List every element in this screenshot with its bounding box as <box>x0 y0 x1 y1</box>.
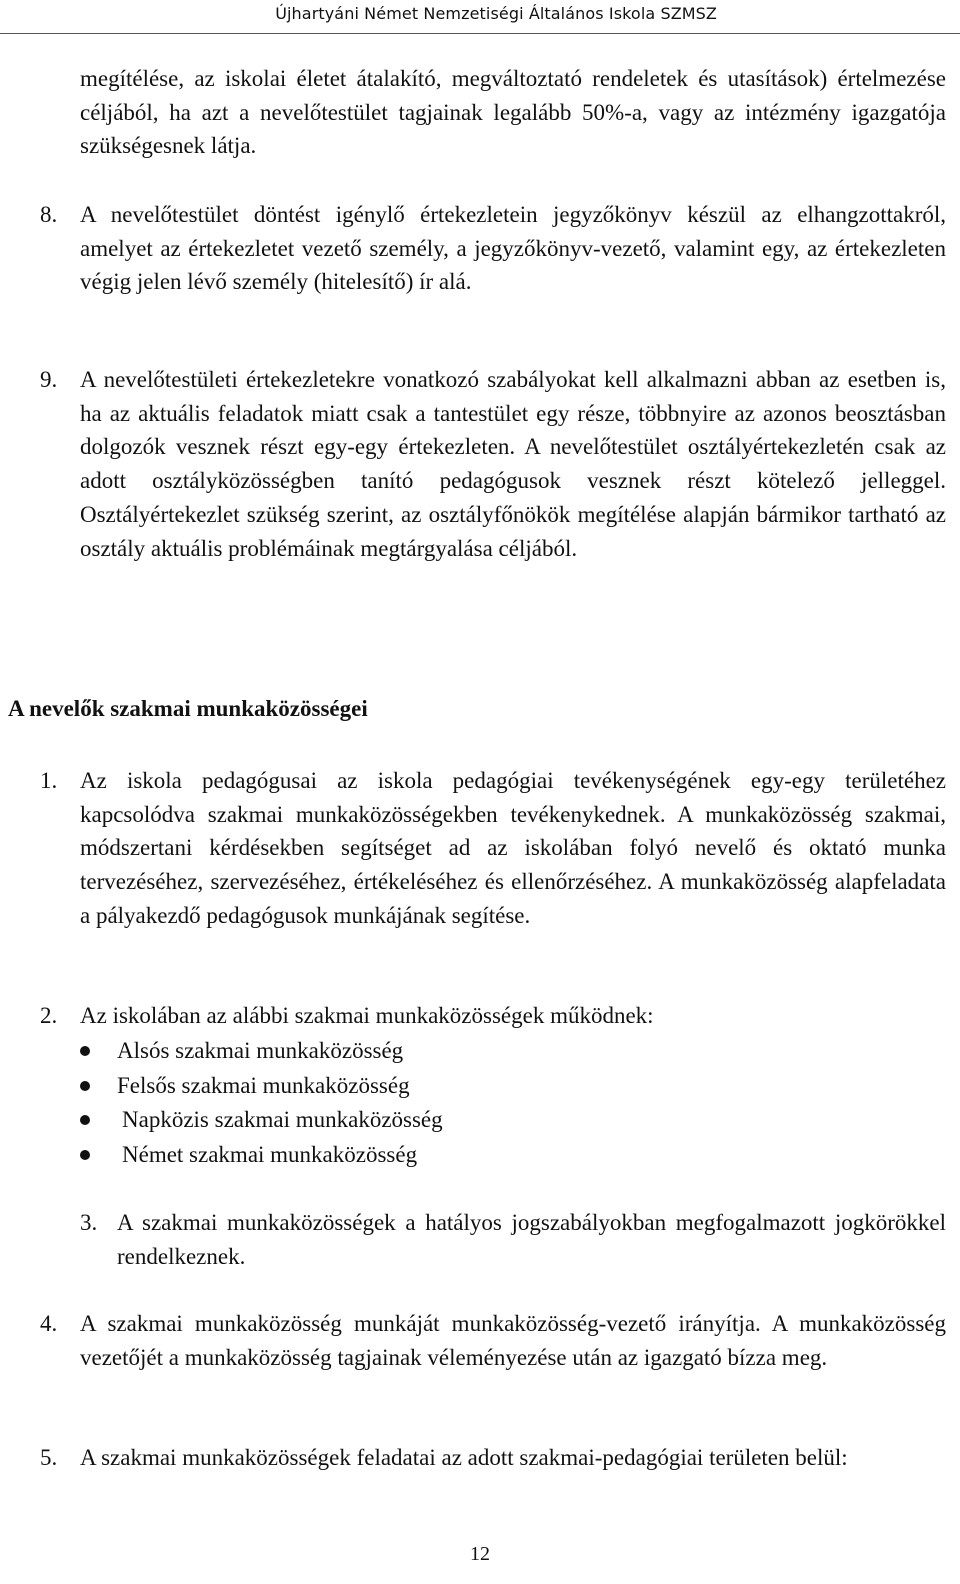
bullet-text: Napközis szakmai munkaközösség <box>122 1107 443 1132</box>
list-item-text: A szakmai munkaközösségek feladatai az adott szakmai-pedagógiai területen belül: <box>80 1445 848 1470</box>
list-item-number: 3. <box>80 1210 98 1235</box>
bullet-dot-icon <box>80 1115 90 1125</box>
list-item-number: 1. <box>40 768 58 793</box>
bullet-dot-icon <box>80 1046 90 1056</box>
list-item-4 <box>40 1307 946 1374</box>
list-item-text: A szakmai munkaközösségek a hatályos jogszabályokban megfogalmazott jogkörökkel rendelkeznek. <box>117 1210 946 1269</box>
bullet-item <box>80 1103 880 1138</box>
list-item-1 <box>40 764 946 933</box>
list-item-text: A szakmai munkaközösség munkáját munkaközösség-vezető irányítja. A munkaközösség vezetőjét a munkaközösség tagjainak véleményezése után az igazgató bízza meg. <box>80 1311 946 1370</box>
bullet-item <box>80 1138 880 1173</box>
section-heading: A nevelők szakmai munkaközösségei <box>8 696 368 721</box>
bullet-item <box>80 1034 880 1069</box>
list-item-text: A nevelőtestület döntést igénylő értekezletein jegyzőkönyv készül az elhangzottakról, amelyet az értekezletet vezető személy, a jegyzőkönyv-vezető, valamint egy, az értekezleten végig jelen lévő személy (hitelesítő) ír alá. <box>80 202 946 295</box>
header-title: Újhartyáni Német Nemzetiségi Általános Iskola SZMSZ <box>275 4 717 23</box>
list-item-text: Az iskolában az alábbi szakmai munkaközösségek működnek: <box>80 1003 654 1028</box>
list-item-text: A nevelőtestületi értekezletekre vonatkozó szabályokat kell alkalmazni abban az esetben is, ha az aktuális feladatok miatt csak a tantestület egy része, többnyire az azonos beosztásban dolgozók vesznek részt egy-egy értekezleten. A nevelőtestület osztályértekezletén csak az adott osztályközösségben tanító pedagógusok vesznek részt kötelező jelleggel. Osztályértekezlet szükség szerint, az osztályfőnökök megítélése alapján bármikor tartható az osztály aktuális problémáinak megtárgyalása céljából. <box>80 367 946 561</box>
bullet-item <box>80 1069 880 1104</box>
bullet-text: Felsős szakmai munkaközösség <box>117 1072 410 1098</box>
list-item-5 <box>40 1441 946 1475</box>
list-item-3 <box>80 1206 946 1273</box>
bullet-text: Német szakmai munkaközösség <box>122 1141 418 1167</box>
page-header <box>0 0 960 34</box>
list-item-number: 2. <box>40 1003 58 1028</box>
page-number: 12 <box>470 1543 490 1565</box>
list-item-number: 4. <box>40 1311 58 1336</box>
list-item-number: 8. <box>40 202 58 227</box>
bullet-dot-icon <box>80 1081 90 1091</box>
list-item-text: Az iskola pedagógusai az iskola pedagógiai tevékenységének egy-egy területéhez kapcsolódva szakmai munkaközösségekben tevékenykednek. A munkaközösség szakmai, módszertani kérdésekben segítséget ad az iskolában folyó nevelő és oktató munka tervezéséhez, szervezéséhez, értékeléséhez és ellenőrzéséhez. A munkaközösség alapfeladata a pályakezdő pedagógusok munkájának segítése. <box>80 768 946 928</box>
list-item-2 <box>40 999 946 1033</box>
list-item-number: 9. <box>40 367 58 392</box>
list-item-9 <box>40 363 946 565</box>
bullet-dot-icon <box>80 1150 90 1160</box>
bullet-list <box>80 1034 880 1172</box>
list-item-number: 5. <box>40 1445 58 1470</box>
bullet-text: Alsós szakmai munkaközösség <box>117 1038 404 1063</box>
list-item-8 <box>40 198 946 299</box>
intro-paragraph: megítélése, az iskolai életet átalakító, megváltoztató rendeletek és utasítások) értelmezése céljából, ha azt a nevelőtestület tagjainak legalább 50%-a, vagy az intézmény igazgatója szükségesnek látja. <box>80 66 946 159</box>
